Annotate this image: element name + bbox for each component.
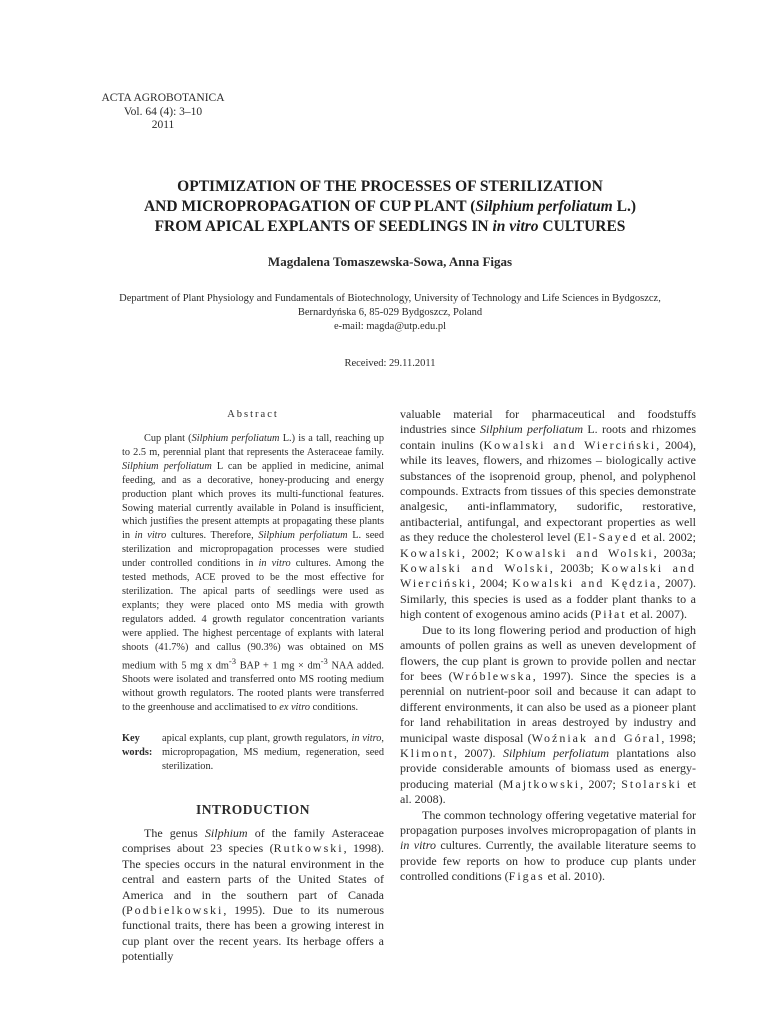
title-line-2-end: L.) [612, 198, 636, 215]
keywords-label: Key words: [122, 733, 153, 758]
keywords-list: apical explants, cup plant, growth regulators, in vitro, micropropagation, MS medium, regeneration, seed sterilization. [162, 733, 384, 772]
title-line-2 [60, 197, 720, 217]
abstract-paragraph: Cup plant (Silphium perfoliatum L.) is a tall, reaching up to 2.5 m, perennial plant that represents the Asteraceae family. Silphium perfoliatum L can be applied in medicine, animal feeding, and as a decorative, honey-producing and energy production plant which proves its multi-functional features. Sowing material currently available in Poland is insufficient, which justifies the present attempts at propagating these plants in in vitro cultures. Therefore, Silphium perfoliatum L. seed sterilization and micropropagation processes were studied under controlled conditions in in vitro cultures. Among the tested methods, ACE proved to be the most effective for sterilization. The apical parts of seedlings were used as explants; they were placed onto MS media with growth regulators added. 4 growth regulator concentration variants were applied. The highest percentage of explants with lateral shoots (41.7%) and callus (90.3%) was obtained on MS medium with 5 mg x $dm^{-3}$ BAP + 1 mg × $dm^{-3}$ NAA added. Shoots were isolated and transferred onto MS rooting medium without growth regulators. The rooted plants were transferred to the greenhouse and acclimatised to ex vitro conditions. [122, 433, 384, 713]
introduction-heading: INTRODUCTION [195, 802, 310, 817]
introduction-paragraph: The genus Silphium of the family Asteraceae comprises about 23 species (Rutkowski, 1998). The species occurs in the natural environment in the central and eastern parts of the United States of America and in the southern part of Canada (Podbielkowski, 1995). Due to its numerous functional traits, there has been a growing interest in cup plant over the recent years. Its herbage offers a potentially [122, 826, 384, 964]
title-line-3-end: CULTURES [538, 218, 626, 235]
title-line-3 [60, 217, 720, 237]
title-line-2-italic: Silphium perfoliatum [475, 198, 613, 215]
affiliation-line-2: Bernardyńska 6, 85-029 Bydgoszcz, Poland [297, 307, 483, 318]
right-column-body [400, 407, 696, 885]
title-line-3-start: FROM APICAL EXPLANTS OF SEEDLINGS IN [154, 218, 493, 235]
paper-title [60, 177, 720, 237]
affiliation-email: e-mail: magda@utp.edu.pl [333, 321, 446, 332]
right-paragraph-3: The common technology offering vegetative material for propagation purposes involves micropropagation of plants in in vitro cultures. Currently, the available literature seems to provide few reports on how to produce cup plants under controlled conditions (Figas et al. 2010). [400, 807, 696, 884]
abstract-body [122, 432, 384, 715]
journal-name: ACTA AGROBOTANICA [101, 92, 225, 104]
received-date: Received: 29.11.2011 [344, 358, 436, 369]
keywords [122, 732, 384, 774]
title-line-2-start: AND MICROPROPAGATION OF CUP PLANT ( [143, 198, 476, 215]
title-line-1: OPTIMIZATION OF THE PROCESSES OF STERILIZATION [177, 178, 603, 195]
journal-header [93, 92, 233, 133]
title-line-3-italic: in vitro [492, 218, 539, 235]
affiliation [60, 292, 720, 334]
authors: Magdalena Tomaszewska-Sowa, Anna Figas [267, 254, 513, 269]
abstract-heading: Abstract [227, 409, 279, 420]
journal-volume: Vol. 64 (4): 3–10 [123, 105, 203, 118]
affiliation-line-1: Department of Plant Physiology and Fundamentals of Biotechnology, University of Technology and Life Sciences in Bydgoszcz, [119, 293, 661, 304]
introduction-body [122, 826, 384, 965]
journal-year: 2011 [151, 119, 175, 131]
right-paragraph-1: valuable material for pharmaceutical and foodstuffs industries since Silphium perfoliatum L. roots and rhizomes contain inulins (Kowalski and Wierciński, 2004), while its leaves, flowers, and rhizomes – biologically active substances of the isoprenoid group, phenol, and polyphenol compounds. Extracts from tissues of this species demonstrate analgesic, anti-inflammatory, sudorific, restorative, antibacterial, antifungal, and expectorant properties as well as they reduce the cholesterol level (El-Sayed et al. 2002; Kowalski, 2002; Kowalski and Wolski, 2003a; Kowalski and Wolski, 2003b; Kowalski and Wierciński, 2004; Kowalski and Kędzia, 2007). Similarly, this species is used as a fodder plant thanks to a high content of exogenous amino acids (Piłat et al. 2007). [400, 407, 697, 622]
right-paragraph-2: Due to its long flowering period and production of high amounts of pollen grains as well as uneven development of flowers, the cup plant is grown to provide pollen and nectar for bees (Wróblewska, 1997). Since the species is a perennial on nutrient-poor soil and because it can adapt to different environments, it can also be used as a pioneer plant for land rehabilitation in areas destroyed by industry and municipal waste disposal (Woźniak and Góral, 1998; Klimont, 2007). Silphium perfoliatum plantations also provide considerable amounts of biomass used as energy-producing material (Majtkowski, 2007; Stolarski et al. 2008). [400, 622, 696, 807]
